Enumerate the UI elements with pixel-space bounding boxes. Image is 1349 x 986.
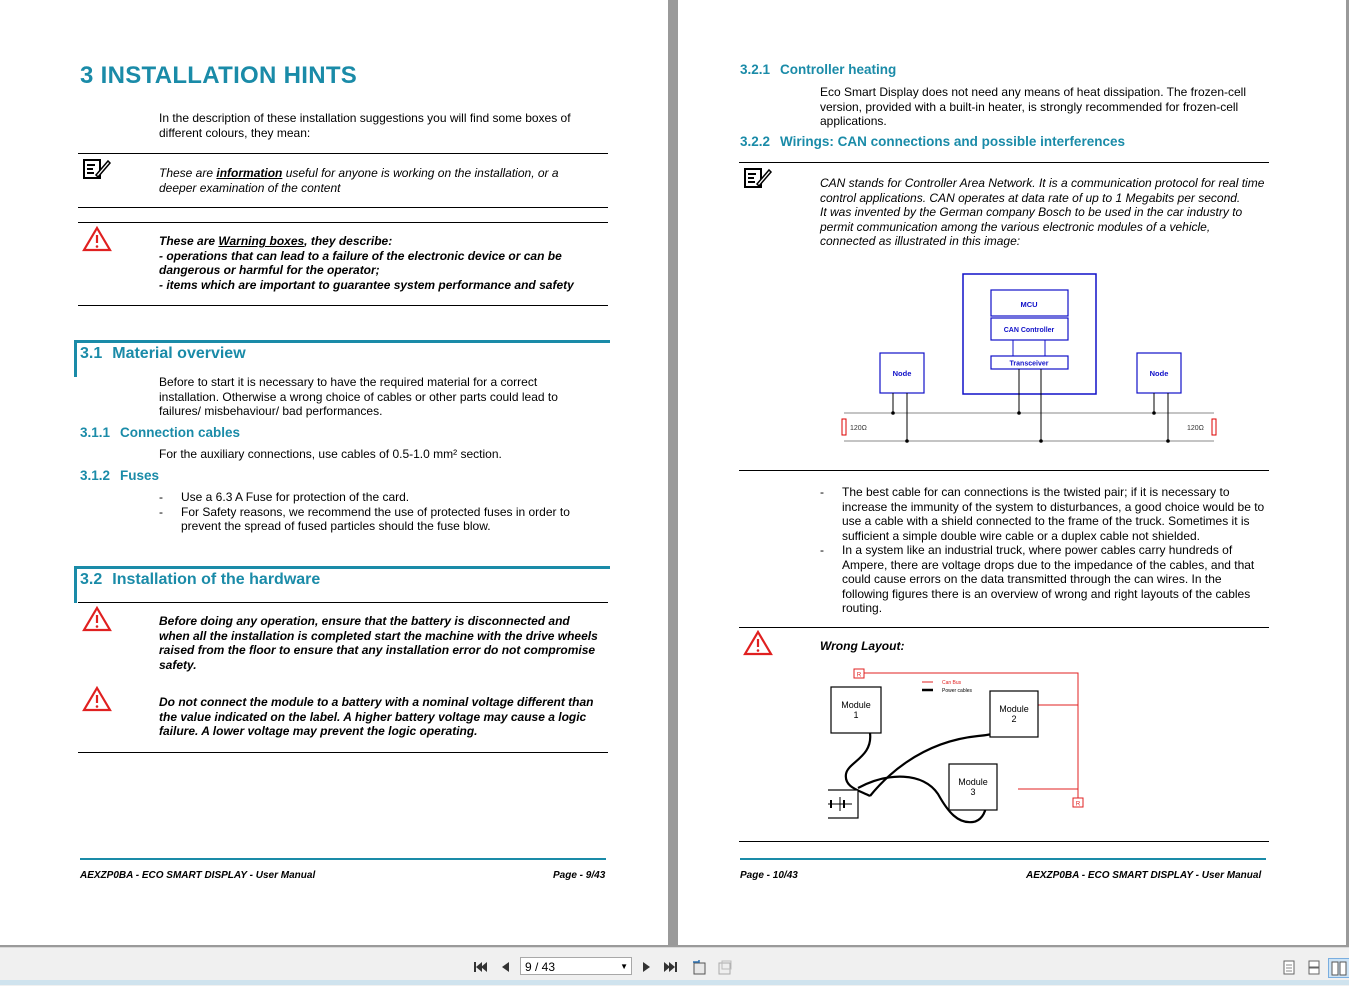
intro-text: In the description of these installation suggestions you will find some boxes of different colours, they mean: xyxy=(159,111,571,140)
note-icon xyxy=(743,166,773,195)
divider xyxy=(78,752,608,753)
fuses-list xyxy=(159,490,589,534)
right-page xyxy=(678,0,1346,945)
warning-icon xyxy=(743,630,773,661)
section-3-2-1-text: Eco Smart Display does not need any means of heat dissipation. The frozen-cell version, provided with a built-in heater, is strongly recommended for frozen-cell applications. xyxy=(820,85,1247,128)
mcu-label: MCU xyxy=(1020,300,1038,309)
resistor-left-label: 120Ω xyxy=(850,425,867,432)
list-item: - Use a 6.3 A Fuse for protection of the card. xyxy=(159,490,589,505)
chapter-number: 3 xyxy=(80,62,94,89)
first-page-icon[interactable] xyxy=(471,958,489,976)
legend-can-label: Can Bus xyxy=(942,680,962,686)
page-number-value: 9 / 43 xyxy=(525,960,556,974)
section-3-2-heading: 3.2 Installation of the hardware xyxy=(80,571,321,588)
module-2-label: Module xyxy=(999,704,1029,714)
warning-icon xyxy=(82,686,112,717)
wrong-layout-label: Wrong Layout: xyxy=(820,639,905,653)
chevron-down-icon: ▼ xyxy=(620,962,628,971)
section-3-1-2-heading: 3.1.2 Fuses xyxy=(80,468,160,483)
module-1-number: 1 xyxy=(853,710,859,720)
divider xyxy=(78,305,608,306)
section-3-1-1-heading: 3.1.1 Connection cables xyxy=(80,425,241,440)
section-3-2-1-heading: 3.2.1 Controller heating xyxy=(740,62,897,77)
two-page-view-icon[interactable] xyxy=(1328,958,1349,978)
go-back-icon[interactable] xyxy=(690,958,708,976)
note-icon xyxy=(82,157,112,186)
continuous-view-icon[interactable] xyxy=(1305,958,1323,976)
module-3-label: Module xyxy=(958,777,988,787)
warning-link[interactable]: Warning boxes xyxy=(218,234,305,248)
divider xyxy=(78,602,608,603)
resistor-bottom-label: R xyxy=(1075,801,1081,808)
transceiver-label: Transceiver xyxy=(1009,360,1049,368)
controller-label: CAN Controller xyxy=(1003,327,1055,334)
footer-rule xyxy=(740,858,1266,860)
module-3-number: 3 xyxy=(970,787,976,797)
divider xyxy=(78,207,608,208)
section-3-2-2-heading: 3.2.2 Wirings: CAN connections and possible interferences xyxy=(740,134,1125,149)
chapter-title xyxy=(80,62,357,90)
node-left-label: Node xyxy=(892,369,912,378)
next-page-icon[interactable] xyxy=(638,958,656,976)
divider xyxy=(739,470,1269,471)
can-info-text: CAN stands for Controller Area Network. It is a communication protocol for real time control applications. CAN operates at data rate of up to 1 Megabits per second. It was invented by the German company Bosch to be used in the car industry to permit communication among the various electronic modules of a vehicle, connected as illustrated in this image: xyxy=(820,176,1265,248)
section-3-1-1-text: For the auxiliary connections, use cables of 0.5-1.0 mm² section. xyxy=(159,447,502,461)
chapter-title-text: INSTALLATION HINTS xyxy=(100,62,358,89)
cable-bullets xyxy=(820,485,1265,616)
left-page xyxy=(0,0,668,945)
divider xyxy=(739,627,1269,628)
previous-page-icon[interactable] xyxy=(496,958,514,976)
footer-rule xyxy=(80,858,606,860)
footer-title: AEXZP0BA - ECO SMART DISPLAY - User Manual xyxy=(80,870,316,881)
list-item: - The best cable for can connections is the twisted pair; if it is necessary to increase the immunity of the system to disturbances, a good choice would be to use a cable with a shield connected to the frame of the truck. Sometimes it is sufficient a simple double wire cable or a duplex cable not shielded. xyxy=(820,485,1265,543)
wrong-layout-diagram xyxy=(828,662,1088,833)
resistor-top-label: R xyxy=(856,672,862,679)
can-bus-diagram xyxy=(820,264,1236,461)
module-2-number: 2 xyxy=(1011,714,1017,724)
list-item: - For Safety reasons, we recommend the use of protected fuses in order to prevent the spread of fused particles should the fuse blow. xyxy=(159,505,589,534)
legend-power-label: Power cables xyxy=(942,688,973,694)
last-page-icon[interactable] xyxy=(662,958,680,976)
info-box-text: These are information useful for anyone is working on the installation, or a deeper examination of the content xyxy=(159,166,559,195)
warning-box-text: These are Warning boxes, they describe: - operations that can lead to a failure of the electronic device or can be dangerous or harmful for the operator; - items which are important to guarantee system performance and safety xyxy=(159,234,574,292)
list-item: - In a system like an industrial truck, where power cables carry hundreds of Ampere, there are voltage drops due to the impedance of the cables, and that could cause errors on the data transmitted through the can wires. In the following figures there is an overview of wrong and right layouts of the cables routing. xyxy=(820,543,1265,616)
warning-1-text: Before doing any operation, ensure that the battery is disconnected and when all the installation is completed start the machine with the drive wheels raised from the floor to ensure that any installation error do not compromise safety. xyxy=(159,614,598,672)
go-forward-icon[interactable] xyxy=(716,958,734,976)
status-strip xyxy=(0,980,1349,985)
node-right-label: Node xyxy=(1149,369,1169,378)
footer-page-number: Page - 9/43 xyxy=(553,870,606,881)
divider xyxy=(78,222,608,223)
footer-page-number: Page - 10/43 xyxy=(740,870,798,881)
module-1-label: Module xyxy=(841,700,871,710)
warning-icon xyxy=(82,606,112,637)
footer-title: AEXZP0BA - ECO SMART DISPLAY - User Manual xyxy=(1026,870,1262,881)
single-page-view-icon[interactable] xyxy=(1280,958,1298,976)
divider xyxy=(739,162,1269,163)
divider xyxy=(78,153,608,154)
section-3-1-text: Before to start it is necessary to have the required material for a correct installation. Otherwise a wrong choice of cables or other parts could lead to failures/ misbehaviour/ bad performances. xyxy=(159,375,558,418)
divider xyxy=(739,841,1269,842)
info-link[interactable]: information xyxy=(216,166,283,180)
warning-2-text: Do not connect the module to a battery with a nominal voltage different than the value indicated on the label. A higher battery voltage may cause a logic failure. A lower voltage may prevent the logic operating. xyxy=(159,695,594,738)
warning-icon xyxy=(82,226,112,257)
section-3-1-heading: 3.1 Material overview xyxy=(80,345,246,362)
resistor-right-label: 120Ω xyxy=(1187,425,1204,432)
page-number-select[interactable] xyxy=(520,957,632,975)
